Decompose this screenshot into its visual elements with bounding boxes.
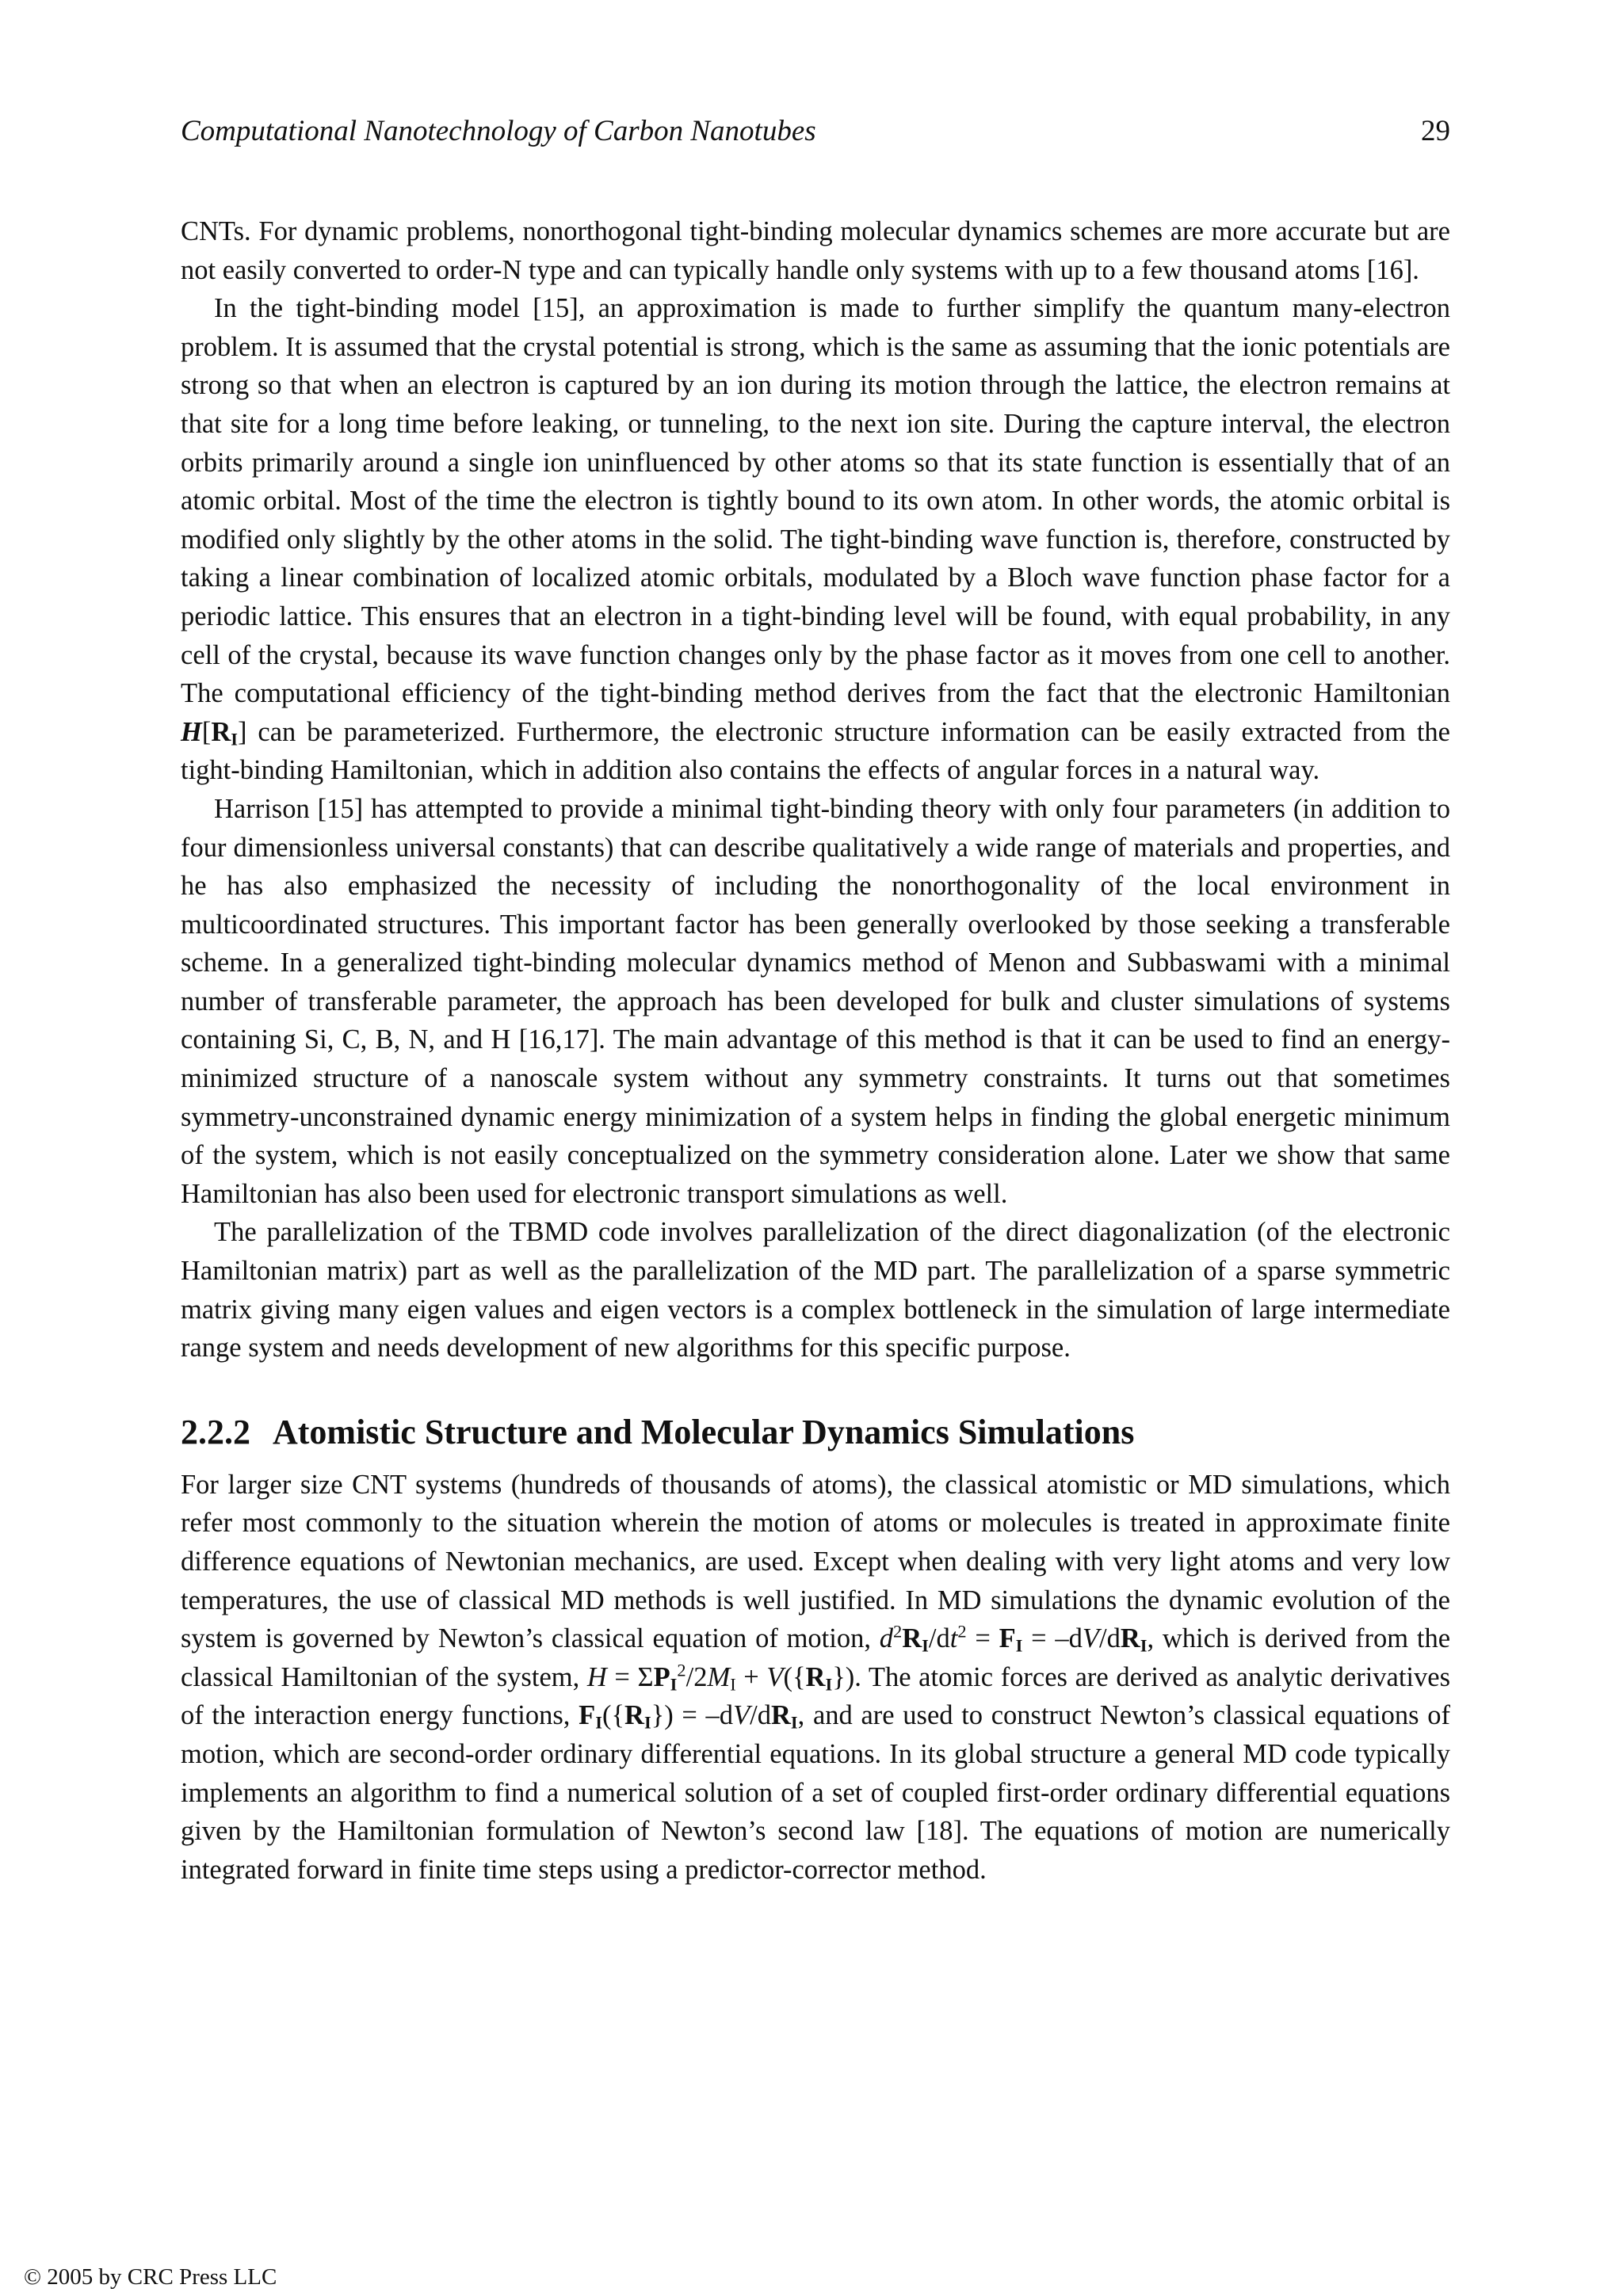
paragraph-2: In the tight-binding model [15], an approximation is made to further simplify the quantum many-electron problem. It is assumed that the crystal potential is strong, which is the same as assuming that the ionic potentials are strong so that when an electron is captured by an ion during its motion through the lattice, the electron remains at that site for a long time before leaking, or tunneling, to the next ion site. During the capture interval, the electron orbits primarily around a single ion uninfluenced by other atoms so that its state function is essentially that of an atomic orbital. Most of the time the electron is tightly bound to its own atom. In other words, the atomic orbital is modified only slightly by the other atoms in the solid. The tight-binding wave function is, therefore, constructed by taking a linear combination of localized atomic orbitals, modulated by a Bloch wave function phase factor for a periodic lattice. This ensures that an electron in a tight-binding level will be found, with equal probability, in any cell of the crystal, because its wave function changes only by the phase factor as it moves from one cell to another. The computational efficiency of the tight-binding method derives from the fact that the electronic Hamiltonian $H[R_I]$ can be parameterized. Furthermore, the electronic structure information can be easily extracted from the tight-binding Hamiltonian, which in addition also contains the effects of angular forces in a natural way. [181,293,1450,786]
paragraph-4: The parallelization of the TBMD code involves parallelization of the direct diagonalization (of the electronic Hamiltonian matrix) part as well as the parallelization of the MD part. The parallelization of a sparse symmetric matrix giving many eigen values and eigen vectors is a complex bottleneck in the simulation of large intermediate range system and needs development of new algorithms for this specific purpose. [181,1217,1450,1363]
running-header [181,114,1450,148]
paragraph-3: Harrison [15] has attempted to provide a minimal tight-binding theory with only four parameters (in addition to four dimensionless universal constants) that can describe qualitatively a wide range of materials and properties, and he has also emphasized the necessity of including the nonorthogonality of the local environment in multicoordinated structures. This important factor has been generally overlooked by those seeking a transferable scheme. In a generalized tight-binding molecular dynamics method of Menon and Subbaswami with a minimal number of transferable parameter, the approach has been developed for bulk and cluster simulations of systems containing Si, C, B, N, and H [16,17]. The main advantage of this method is that it can be used to find an energy-minimized structure of a nanoscale system without any symmetry constraints. It turns out that sometimes symmetry-unconstrained dynamic energy minimization of a system helps in finding the global energetic minimum of the system, which is not easily conceptualized on the symmetry consideration alone. Later we show that same Hamiltonian has also been used for electronic transport simulations as well. [181,793,1450,1209]
section-heading [181,1410,1450,1455]
running-title: Computational Nanotechnology of Carbon Nanotubes [181,115,816,147]
copyright-footer: © 2005 by CRC Press LLC [24,2264,277,2290]
section-number: 2.2.2 [181,1412,250,1451]
body-text [181,212,1450,1889]
paragraph-1: CNTs. For dynamic problems, nonorthogonal tight-binding molecular dynamics schemes are more accurate but are not easily converted to order-N type and can typically handle only systems with up to a few thousand atoms [16]. [181,216,1450,285]
paragraph-5: For larger size CNT systems (hundreds of thousands of atoms), the classical atomistic or MD simulations, which refer most commonly to the situation wherein the motion of atoms or molecules is treated in approximate finite difference equations of Newtonian mechanics, are used. Except when dealing with very light atoms and very low temperatures, the use of classical MD methods is well justified. In MD simulations the dynamic evolution of the system is governed by Newton’s classical equation of motion, $d^2R_I/dt^2 = F_I = -dV/dR_I$, which is derived from the classical Hamiltonian of the system, $H = \Sigma P_I^2/2M_I + V(\{R_I\})$. The atomic forces are derived as analytic derivatives of the interaction energy functions, $F_I(\{R_I\}) = -dV/dR_I$, and are used to construct Newton’s classical equations of motion, which are second-order ordinary differential equations. In its global structure a general MD code typically implements an algorithm to find a numerical solution of a set of coupled first-order ordinary differential equations given by the Hamiltonian formulation of Newton’s second law [18]. The equations of motion are numerically integrated forward in finite time steps using a predictor-corrector method. [181,1469,1451,1885]
section-title: Atomistic Structure and Molecular Dynamics Simulations [273,1412,1135,1451]
page-number: 29 [1421,115,1450,147]
